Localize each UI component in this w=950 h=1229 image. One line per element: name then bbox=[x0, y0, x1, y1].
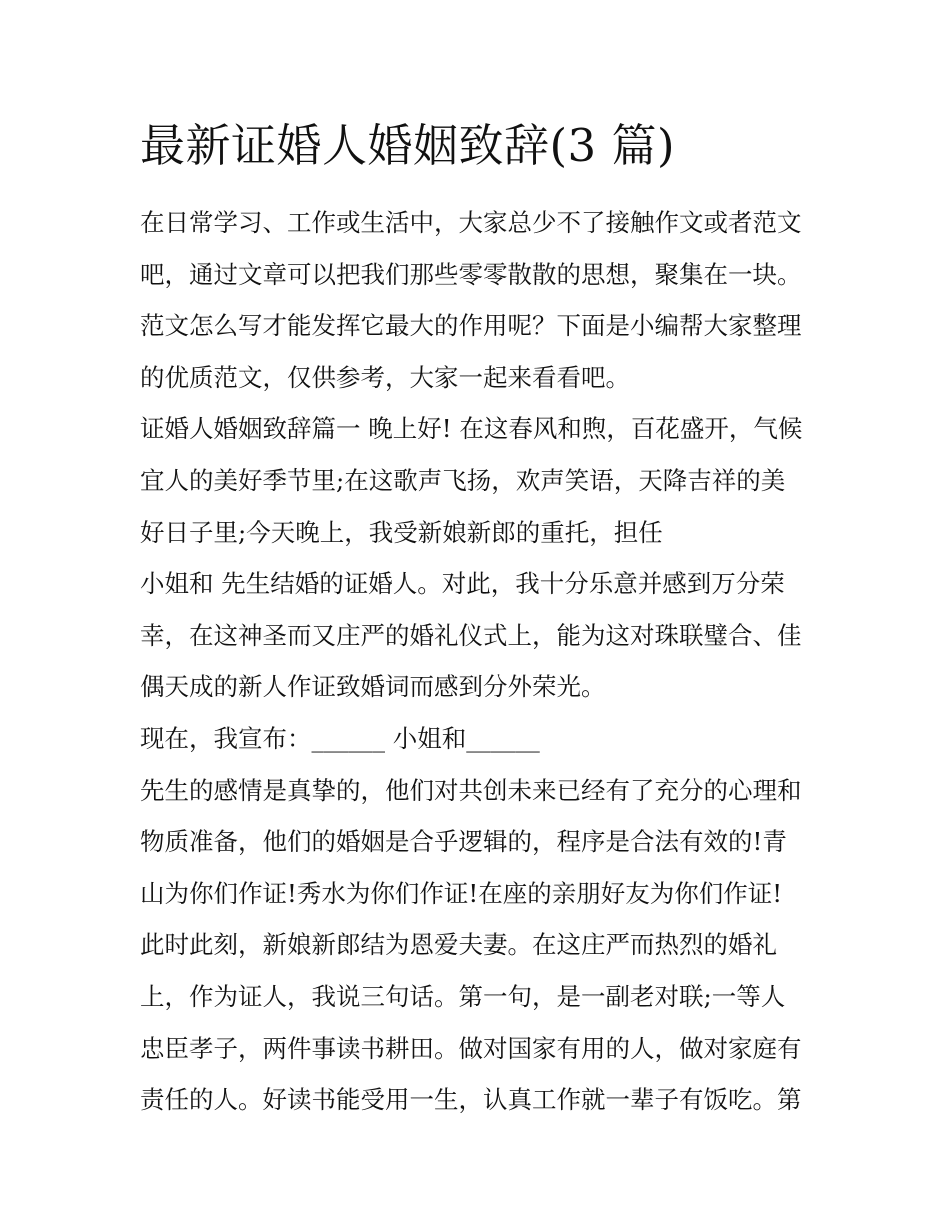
body-line: 现在，我宣布：______ 小姐和______ bbox=[140, 723, 540, 753]
body-line: 物质准备，他们的婚姻是合乎逻辑的，程序是合法有效的!青 bbox=[140, 827, 787, 857]
body-line: 上，作为证人，我说三句话。第一句，是一副老对联;一等人 bbox=[140, 981, 786, 1011]
body-line: 范文怎么写才能发挥它最大的作用呢？下面是小编帮大家整理 bbox=[140, 311, 802, 341]
body-line: 小姐和 先生结婚的证婚人。对此，我十分乐意并感到万分荣 bbox=[140, 569, 785, 599]
body-line: 忠臣孝子，两件事读书耕田。做对国家有用的人，做对家庭有 bbox=[140, 1033, 802, 1063]
body-line: 吧，通过文章可以把我们那些零零散散的思想，聚集在一块。 bbox=[140, 259, 802, 289]
body-line: 责任的人。好读书能受用一生，认真工作就一辈子有饭吃。第 bbox=[140, 1085, 802, 1115]
body-line: 在日常学习、工作或生活中，大家总少不了接触作文或者范文 bbox=[140, 208, 802, 237]
body-line: 证婚人婚姻致辞篇一 晚上好! 在这春风和煦，百花盛开，气候 bbox=[140, 414, 803, 444]
body-line: 偶天成的新人作证致婚词而感到分外荣光。 bbox=[140, 672, 606, 702]
body-line: 的优质范文，仅供参考，大家一起来看看吧。 bbox=[140, 362, 630, 392]
body-line: 好日子里;今天晚上，我受新娘新郎的重托，担任 bbox=[140, 517, 663, 547]
body-line: 幸，在这神圣而又庄严的婚礼仪式上，能为这对珠联璧合、佳 bbox=[140, 620, 802, 650]
document-body bbox=[140, 197, 830, 1126]
body-line: 先生的感情是真挚的，他们对共创未来已经有了充分的心理和 bbox=[140, 775, 802, 805]
body-line: 此时此刻，新娘新郎结为恩爱夫妻。在这庄严而热烈的婚礼 bbox=[140, 930, 777, 960]
body-line: 山为你们作证!秀水为你们作证!在座的亲朋好友为你们作证! bbox=[140, 878, 783, 908]
body-line: 宜人的美好季节里;在这歌声飞扬，欢声笑语，天降吉祥的美 bbox=[140, 465, 786, 495]
document-title: 最新证婚人婚姻致辞(3 篇) bbox=[140, 119, 676, 172]
